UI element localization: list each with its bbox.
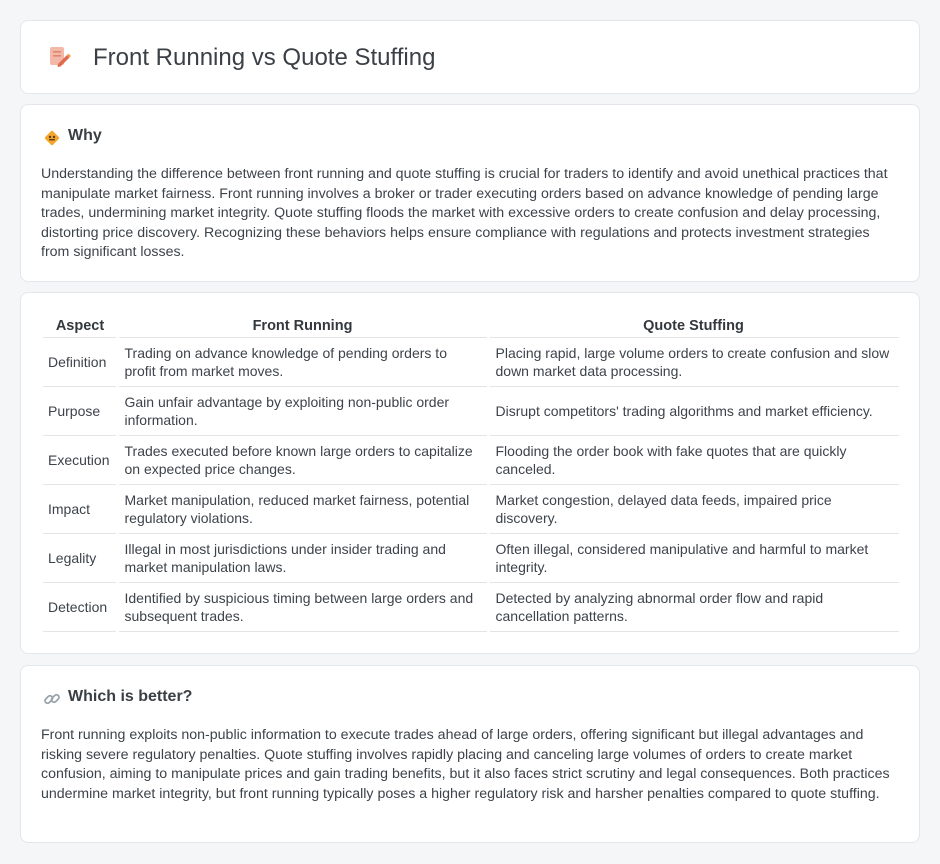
front-running-cell: Illegal in most jurisdictions under insider trading and market manipulation laws. bbox=[117, 533, 488, 582]
diamond-sign-icon bbox=[43, 129, 61, 147]
front-running-cell: Trades executed before known large orders to capitalize on expected price changes. bbox=[117, 435, 488, 484]
table-row bbox=[43, 582, 899, 631]
which-is-better-card bbox=[20, 665, 920, 843]
table-row bbox=[43, 337, 899, 386]
document-pencil-icon bbox=[47, 45, 71, 69]
table-row bbox=[43, 386, 899, 435]
comparison-card bbox=[20, 292, 920, 654]
table-header-row bbox=[43, 315, 899, 337]
quote-stuffing-cell: Disrupt competitors' trading algorithms and market efficiency. bbox=[488, 386, 899, 435]
why-card bbox=[20, 104, 920, 282]
header-card bbox=[20, 20, 920, 94]
aspect-cell: Impact bbox=[43, 484, 117, 533]
front-running-cell: Market manipulation, reduced market fairness, potential regulatory violations. bbox=[117, 484, 488, 533]
header-quote-stuffing: Quote Stuffing bbox=[488, 315, 899, 337]
aspect-cell: Legality bbox=[43, 533, 117, 582]
header-front-running: Front Running bbox=[117, 315, 488, 337]
table-row bbox=[43, 435, 899, 484]
quote-stuffing-cell: Detected by analyzing abnormal order flow and rapid cancellation patterns. bbox=[488, 582, 899, 631]
page-title: Front Running vs Quote Stuffing bbox=[93, 44, 436, 71]
aspect-cell: Execution bbox=[43, 435, 117, 484]
why-body: Understanding the difference between front running and quote stuffing is crucial for traders to identify and avoid unethical practices that manipulate market fairness. Front running involves a broker or trader executing orders based on advance knowledge of pending large trades, undermining market integrity. Quote stuffing floods the market with excessive orders to create confusion and delay processing, distorting price discovery. Recognizing these behaviors helps ensure compliance with regulations and protects investment strategies from significant losses. bbox=[41, 166, 888, 260]
front-running-cell: Gain unfair advantage by exploiting non-public order information. bbox=[117, 386, 488, 435]
aspect-cell: Definition bbox=[43, 337, 117, 386]
header-aspect: Aspect bbox=[43, 315, 117, 337]
front-running-cell: Identified by suspicious timing between large orders and subsequent trades. bbox=[117, 582, 488, 631]
aspect-cell: Purpose bbox=[43, 386, 117, 435]
better-title: Which is better? bbox=[68, 688, 193, 705]
aspect-cell: Detection bbox=[43, 582, 117, 631]
quote-stuffing-cell: Often illegal, considered manipulative and harmful to market integrity. bbox=[488, 533, 899, 582]
quote-stuffing-cell: Placing rapid, large volume orders to create confusion and slow down market data processing. bbox=[488, 337, 899, 386]
table-row bbox=[43, 484, 899, 533]
why-title: Why bbox=[68, 127, 102, 144]
quote-stuffing-cell: Flooding the order book with fake quotes that are quickly canceled. bbox=[488, 435, 899, 484]
link-icon bbox=[43, 690, 61, 708]
better-body: Front running exploits non-public information to execute trades ahead of large orders, offering significant but illegal advantages and risking severe regulatory penalties. Quote stuffing involves rapidly placing and canceling large volumes of orders to create market confusion, aiming to manipulate prices and gain trading benefits, but it also faces strict scrutiny and legal consequences. Both practices undermine market integrity, but front running typically poses a higher regulatory risk and harsher penalties compared to quote stuffing. bbox=[41, 727, 890, 802]
quote-stuffing-cell: Market congestion, delayed data feeds, impaired price discovery. bbox=[488, 484, 899, 533]
comparison-table bbox=[43, 315, 899, 632]
table-row bbox=[43, 533, 899, 582]
front-running-cell: Trading on advance knowledge of pending orders to profit from market moves. bbox=[117, 337, 488, 386]
